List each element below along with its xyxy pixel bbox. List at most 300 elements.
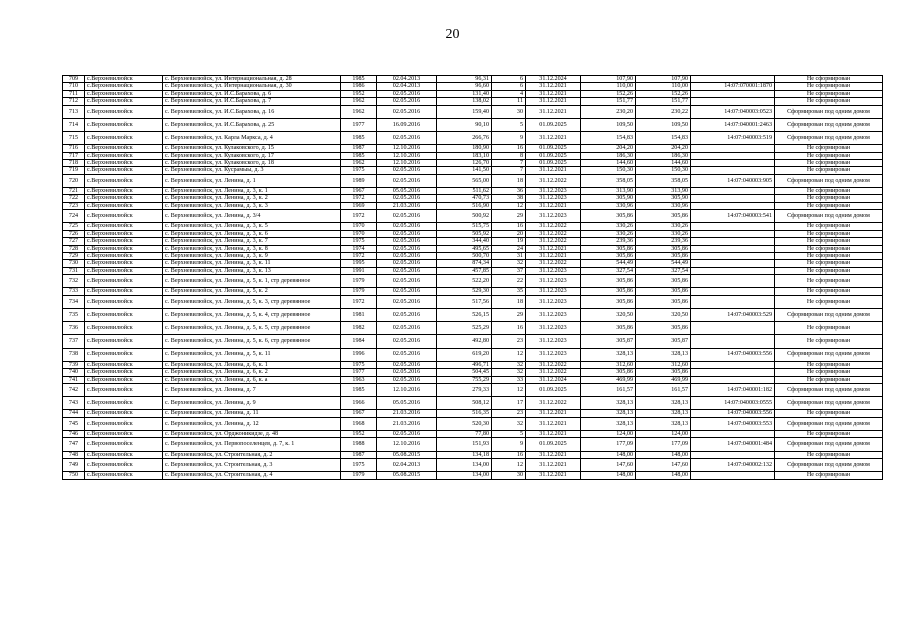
cost-total-cell: 110,00 bbox=[636, 83, 691, 90]
settlement-cell: с.Верхневилюйск bbox=[85, 361, 163, 368]
table-row bbox=[63, 76, 883, 83]
cost-total-cell: 239,36 bbox=[636, 238, 691, 245]
address-cell: с. Верхневилюйск, ул. Ленина, д. 9 bbox=[163, 397, 341, 410]
area-cell: 134,18 bbox=[437, 451, 492, 458]
inclusion-date-cell: 12.10.2016 bbox=[377, 384, 437, 397]
address-cell: с. Верхневилюйск, ул. Первопоселенцев, д. 7, к. 1 bbox=[163, 438, 341, 451]
land-status-cell: Не сформирован bbox=[775, 472, 883, 479]
repair-deadline-cell: 31.12.2022 bbox=[526, 174, 581, 187]
settlement-cell: с.Верхневилюйск bbox=[85, 335, 163, 348]
residents-cell: 20 bbox=[492, 230, 526, 237]
cadastral-number-cell: 14:07:040002:132 bbox=[691, 458, 775, 471]
cost-cell: 147,60 bbox=[581, 458, 636, 471]
repair-deadline-cell: 31.12.2022 bbox=[526, 260, 581, 267]
repair-deadline-cell: 31.12.2022 bbox=[526, 397, 581, 410]
land-status-cell: Не сформирован bbox=[775, 76, 883, 83]
inclusion-date-cell: 02.05.2016 bbox=[377, 430, 437, 437]
row-number-cell: 745 bbox=[63, 417, 85, 430]
land-status-cell: Не сформирован bbox=[775, 90, 883, 97]
land-status-cell: Сформирован под одним домом bbox=[775, 384, 883, 397]
inclusion-date-cell: 02.05.2016 bbox=[377, 369, 437, 376]
settlement-cell: с.Верхневилюйск bbox=[85, 76, 163, 83]
settlement-cell: с.Верхневилюйск bbox=[85, 223, 163, 230]
area-cell: 529,30 bbox=[437, 288, 492, 295]
repair-deadline-cell: 31.12.2021 bbox=[526, 167, 581, 174]
repair-deadline-cell: 31.12.2021 bbox=[526, 417, 581, 430]
build-year-cell: 1974 bbox=[341, 245, 377, 252]
cost-cell: 358,05 bbox=[581, 174, 636, 187]
residents-cell: 19 bbox=[492, 238, 526, 245]
cost-total-cell: 107,90 bbox=[636, 76, 691, 83]
cadastral-number-cell bbox=[691, 160, 775, 167]
address-cell: с. Верхневилюйск, ул. Ленина, д. 5, к. 1, стр деревянное bbox=[163, 275, 341, 288]
cadastral-number-cell bbox=[691, 245, 775, 252]
inclusion-date-cell: 05.08.2015 bbox=[377, 472, 437, 479]
land-status-cell: Не сформирован bbox=[775, 195, 883, 202]
cadastral-number-cell bbox=[691, 202, 775, 209]
land-status-cell: Не сформирован bbox=[775, 238, 883, 245]
settlement-cell: с.Верхневилюйск bbox=[85, 410, 163, 417]
address-cell: с. Верхневилюйск, ул. Ленина, д. 1 bbox=[163, 174, 341, 187]
repair-deadline-cell: 31.12.2021 bbox=[526, 90, 581, 97]
table-row bbox=[63, 238, 883, 245]
settlement-cell: с.Верхневилюйск bbox=[85, 202, 163, 209]
row-number-cell: 744 bbox=[63, 410, 85, 417]
table-row bbox=[63, 245, 883, 252]
land-status-cell: Не сформирован bbox=[775, 335, 883, 348]
table-row bbox=[63, 210, 883, 223]
area-cell: 180,90 bbox=[437, 145, 492, 152]
cost-total-cell: 330,96 bbox=[636, 202, 691, 209]
table-row bbox=[63, 260, 883, 267]
cadastral-number-cell bbox=[691, 275, 775, 288]
address-cell: с. Верхневилюйск, ул. Ленина, д. 5, к. 6, стр деревянное bbox=[163, 335, 341, 348]
settlement-cell: с.Верхневилюйск bbox=[85, 152, 163, 159]
cost-cell: 107,90 bbox=[581, 76, 636, 83]
land-status-cell: Не сформирован bbox=[775, 245, 883, 252]
address-cell: с. Верхневилюйск, ул. Ленина, д. 3, к. 13 bbox=[163, 267, 341, 274]
inclusion-date-cell: 02.05.2016 bbox=[377, 174, 437, 187]
cost-cell: 328,13 bbox=[581, 348, 636, 361]
repair-deadline-cell: 31.12.2021 bbox=[526, 410, 581, 417]
settlement-cell: с.Верхневилюйск bbox=[85, 253, 163, 260]
settlement-cell: с.Верхневилюйск bbox=[85, 195, 163, 202]
cost-total-cell: 305,86 bbox=[636, 288, 691, 295]
cadastral-number-cell bbox=[691, 322, 775, 335]
cost-total-cell: 305,86 bbox=[636, 369, 691, 376]
inclusion-date-cell: 16.09.2016 bbox=[377, 118, 437, 131]
residents-cell: 24 bbox=[492, 245, 526, 252]
row-number-cell: 719 bbox=[63, 167, 85, 174]
settlement-cell: с.Верхневилюйск bbox=[85, 260, 163, 267]
row-number-cell: 750 bbox=[63, 472, 85, 479]
area-cell: 500,92 bbox=[437, 210, 492, 223]
area-cell: 457,85 bbox=[437, 267, 492, 274]
cost-total-cell: 313,90 bbox=[636, 188, 691, 195]
row-number-cell: 731 bbox=[63, 267, 85, 274]
cost-total-cell: 144,60 bbox=[636, 160, 691, 167]
table-row bbox=[63, 430, 883, 437]
inclusion-date-cell: 02.05.2016 bbox=[377, 230, 437, 237]
cadastral-number-cell bbox=[691, 152, 775, 159]
repair-deadline-cell: 31.12.2021 bbox=[526, 458, 581, 471]
row-number-cell: 713 bbox=[63, 105, 85, 118]
repair-deadline-cell: 01.09.2025 bbox=[526, 384, 581, 397]
repair-deadline-cell: 31.12.2021 bbox=[526, 253, 581, 260]
settlement-cell: с.Верхневилюйск bbox=[85, 451, 163, 458]
table-row bbox=[63, 397, 883, 410]
area-cell: 522,20 bbox=[437, 275, 492, 288]
build-year-cell: 1952 bbox=[341, 90, 377, 97]
cost-cell: 124,00 bbox=[581, 430, 636, 437]
area-cell: 266,76 bbox=[437, 132, 492, 145]
row-number-cell: 730 bbox=[63, 260, 85, 267]
address-cell: с. Верхневилюйск, ул. Кулаковского, д. 15 bbox=[163, 145, 341, 152]
inclusion-date-cell: 02.05.2016 bbox=[377, 335, 437, 348]
build-year-cell: 1991 bbox=[341, 267, 377, 274]
land-status-cell: Сформирован под одним домом bbox=[775, 105, 883, 118]
land-status-cell: Не сформирован bbox=[775, 295, 883, 308]
cost-cell: 239,36 bbox=[581, 238, 636, 245]
table-row bbox=[63, 384, 883, 397]
cadastral-number-cell bbox=[691, 76, 775, 83]
row-number-cell: 746 bbox=[63, 430, 85, 437]
repair-deadline-cell: 01.09.2025 bbox=[526, 160, 581, 167]
area-cell: 520,30 bbox=[437, 417, 492, 430]
cost-cell: 328,13 bbox=[581, 397, 636, 410]
area-cell: 504,45 bbox=[437, 369, 492, 376]
address-cell: с. Верхневилюйск, ул. Ленина, д. 5, к. 11 bbox=[163, 348, 341, 361]
cost-cell: 305,86 bbox=[581, 288, 636, 295]
cost-total-cell: 148,00 bbox=[636, 451, 691, 458]
cadastral-number-cell bbox=[691, 145, 775, 152]
cadastral-number-cell bbox=[691, 260, 775, 267]
inclusion-date-cell: 02.05.2016 bbox=[377, 295, 437, 308]
row-number-cell: 727 bbox=[63, 238, 85, 245]
cost-total-cell: 327,54 bbox=[636, 267, 691, 274]
build-year-cell: 1979 bbox=[341, 472, 377, 479]
address-cell: с. Верхневилюйск, ул. Ленина, д. 3, к. 9 bbox=[163, 253, 341, 260]
table-row bbox=[63, 223, 883, 230]
settlement-cell: с.Верхневилюйск bbox=[85, 210, 163, 223]
land-status-cell: Не сформирован bbox=[775, 430, 883, 437]
row-number-cell: 716 bbox=[63, 145, 85, 152]
cost-total-cell: 320,50 bbox=[636, 309, 691, 322]
cost-cell: 305,86 bbox=[581, 322, 636, 335]
cost-cell: 330,96 bbox=[581, 202, 636, 209]
cadastral-number-cell: 14:07:040003:556 bbox=[691, 348, 775, 361]
inclusion-date-cell: 02.05.2016 bbox=[377, 309, 437, 322]
area-cell: 131,40 bbox=[437, 90, 492, 97]
build-year-cell: 1977 bbox=[341, 118, 377, 131]
cost-cell: 305,86 bbox=[581, 275, 636, 288]
cadastral-number-cell: 14:07:040003:0555 bbox=[691, 397, 775, 410]
build-year-cell: 1967 bbox=[341, 188, 377, 195]
build-year-cell: 1977 bbox=[341, 369, 377, 376]
residents-cell: 4 bbox=[492, 90, 526, 97]
row-number-cell: 739 bbox=[63, 361, 85, 368]
cost-total-cell: 150,30 bbox=[636, 167, 691, 174]
settlement-cell: с.Верхневилюйск bbox=[85, 267, 163, 274]
table-row bbox=[63, 295, 883, 308]
settlement-cell: с.Верхневилюйск bbox=[85, 348, 163, 361]
page-number: 20 bbox=[445, 27, 460, 42]
repair-deadline-cell: 01.09.2025 bbox=[526, 145, 581, 152]
repair-deadline-cell: 31.12.2021 bbox=[526, 472, 581, 479]
area-cell: 565,00 bbox=[437, 174, 492, 187]
area-cell: 516,90 bbox=[437, 202, 492, 209]
inclusion-date-cell: 02.05.2016 bbox=[377, 361, 437, 368]
address-cell: с. Верхневилюйск, ул. Ленина, д. 7 bbox=[163, 384, 341, 397]
cost-cell: 144,60 bbox=[581, 160, 636, 167]
residents-cell: 11 bbox=[492, 98, 526, 105]
area-cell: 500,70 bbox=[437, 253, 492, 260]
cost-total-cell: 328,13 bbox=[636, 417, 691, 430]
address-cell: с. Верхневилюйск, ул. Ленина, д. 3, к. 2 bbox=[163, 195, 341, 202]
inclusion-date-cell: 02.05.2016 bbox=[377, 223, 437, 230]
repair-deadline-cell: 31.12.2023 bbox=[526, 322, 581, 335]
area-cell: 134,00 bbox=[437, 472, 492, 479]
inclusion-date-cell: 02.05.2016 bbox=[377, 105, 437, 118]
build-year-cell: 1975 bbox=[341, 361, 377, 368]
cost-total-cell: 147,60 bbox=[636, 458, 691, 471]
table-row bbox=[63, 361, 883, 368]
cost-cell: 230,20 bbox=[581, 105, 636, 118]
area-cell: 495,65 bbox=[437, 245, 492, 252]
table-row bbox=[63, 90, 883, 97]
area-cell: 516,35 bbox=[437, 410, 492, 417]
residents-cell: 23 bbox=[492, 410, 526, 417]
table-row bbox=[63, 160, 883, 167]
cost-total-cell: 305,86 bbox=[636, 295, 691, 308]
row-number-cell: 715 bbox=[63, 132, 85, 145]
inclusion-date-cell: 21.03.2016 bbox=[377, 202, 437, 209]
area-cell: 141,50 bbox=[437, 167, 492, 174]
row-number-cell: 737 bbox=[63, 335, 85, 348]
inclusion-date-cell: 05.05.2016 bbox=[377, 397, 437, 410]
address-cell: с. Верхневилюйск, ул. Ленина, д. 5, к. 3, стр деревянное bbox=[163, 295, 341, 308]
settlement-cell: с.Верхневилюйск bbox=[85, 472, 163, 479]
address-cell: с. Верхневилюйск, ул. Строительная, д. 4 bbox=[163, 472, 341, 479]
cadastral-number-cell bbox=[691, 430, 775, 437]
build-year-cell: 1989 bbox=[341, 174, 377, 187]
residents-cell: 33 bbox=[492, 376, 526, 383]
area-cell: 279,33 bbox=[437, 384, 492, 397]
settlement-cell: с.Верхневилюйск bbox=[85, 132, 163, 145]
cost-total-cell: 177,09 bbox=[636, 438, 691, 451]
cadastral-number-cell bbox=[691, 238, 775, 245]
residents-cell: 38 bbox=[492, 195, 526, 202]
settlement-cell: с.Верхневилюйск bbox=[85, 376, 163, 383]
repair-deadline-cell: 31.12.2023 bbox=[526, 210, 581, 223]
housing-register-table bbox=[62, 75, 883, 480]
build-year-cell: 1982 bbox=[341, 322, 377, 335]
repair-deadline-cell: 31.12.2024 bbox=[526, 76, 581, 83]
land-status-cell: Не сформирован bbox=[775, 167, 883, 174]
land-status-cell: Сформирован под одним домом bbox=[775, 309, 883, 322]
area-cell: 96,60 bbox=[437, 83, 492, 90]
cadastral-number-cell bbox=[691, 295, 775, 308]
settlement-cell: с.Верхневилюйск bbox=[85, 458, 163, 471]
table-row bbox=[63, 202, 883, 209]
residents-cell: 16 bbox=[492, 322, 526, 335]
cadastral-number-cell bbox=[691, 98, 775, 105]
row-number-cell: 741 bbox=[63, 376, 85, 383]
residents-cell: 32 bbox=[492, 369, 526, 376]
build-year-cell: 1985 bbox=[341, 132, 377, 145]
inclusion-date-cell: 02.05.2016 bbox=[377, 275, 437, 288]
row-number-cell: 733 bbox=[63, 288, 85, 295]
inclusion-date-cell: 02.05.2016 bbox=[377, 210, 437, 223]
cost-total-cell: 124,00 bbox=[636, 430, 691, 437]
cost-total-cell: 186,30 bbox=[636, 152, 691, 159]
cost-total-cell: 328,13 bbox=[636, 397, 691, 410]
row-number-cell: 732 bbox=[63, 275, 85, 288]
cost-cell: 328,13 bbox=[581, 417, 636, 430]
cadastral-number-cell bbox=[691, 90, 775, 97]
table-row bbox=[63, 309, 883, 322]
cost-total-cell: 330,26 bbox=[636, 230, 691, 237]
row-number-cell: 740 bbox=[63, 369, 85, 376]
build-year-cell: 1952 bbox=[341, 430, 377, 437]
table-row bbox=[63, 451, 883, 458]
repair-deadline-cell: 31.12.2021 bbox=[526, 105, 581, 118]
land-status-cell: Не сформирован bbox=[775, 369, 883, 376]
address-cell: с. Верхневилюйск, ул. Ленина, д. 6, к. а bbox=[163, 376, 341, 383]
land-status-cell: Сформирован под одним домом bbox=[775, 348, 883, 361]
cadastral-number-cell bbox=[691, 223, 775, 230]
build-year-cell: 1988 bbox=[341, 438, 377, 451]
land-status-cell: Не сформирован bbox=[775, 361, 883, 368]
cost-cell: 186,30 bbox=[581, 152, 636, 159]
cost-cell: 305,86 bbox=[581, 295, 636, 308]
table-row bbox=[63, 83, 883, 90]
table-row bbox=[63, 369, 883, 376]
table-row bbox=[63, 288, 883, 295]
table-row bbox=[63, 335, 883, 348]
build-year-cell: 1987 bbox=[341, 451, 377, 458]
cost-cell: 330,26 bbox=[581, 223, 636, 230]
cost-cell: 148,00 bbox=[581, 472, 636, 479]
settlement-cell: с.Верхневилюйск bbox=[85, 430, 163, 437]
address-cell: с. Верхневилюйск, ул. Кусрамыы, д. 3 bbox=[163, 167, 341, 174]
row-number-cell: 723 bbox=[63, 202, 85, 209]
row-number-cell: 729 bbox=[63, 253, 85, 260]
residents-cell: 32 bbox=[492, 260, 526, 267]
address-cell: с. Верхневилюйск, ул. Ленина, д. 5, к. 5, стр деревянное bbox=[163, 322, 341, 335]
row-number-cell: 726 bbox=[63, 230, 85, 237]
land-status-cell: Не сформирован bbox=[775, 98, 883, 105]
settlement-cell: с.Верхневилюйск bbox=[85, 230, 163, 237]
area-cell: 505,92 bbox=[437, 230, 492, 237]
cost-total-cell: 148,00 bbox=[636, 472, 691, 479]
build-year-cell: 1970 bbox=[341, 223, 377, 230]
area-cell: 619,20 bbox=[437, 348, 492, 361]
residents-cell: 16 bbox=[492, 145, 526, 152]
area-cell: 526,15 bbox=[437, 309, 492, 322]
residents-cell: 29 bbox=[492, 309, 526, 322]
land-status-cell: Сформирован под одним домом bbox=[775, 132, 883, 145]
build-year-cell: 1985 bbox=[341, 76, 377, 83]
cost-cell: 152,26 bbox=[581, 90, 636, 97]
cadastral-number-cell bbox=[691, 288, 775, 295]
cadastral-number-cell bbox=[691, 472, 775, 479]
land-status-cell: Не сформирован bbox=[775, 145, 883, 152]
build-year-cell: 1972 bbox=[341, 295, 377, 308]
inclusion-date-cell: 02.05.2016 bbox=[377, 267, 437, 274]
inclusion-date-cell: 05.08.2015 bbox=[377, 451, 437, 458]
build-year-cell: 1967 bbox=[341, 410, 377, 417]
address-cell: с. Верхневилюйск, ул. Ленина, д. 11 bbox=[163, 410, 341, 417]
cost-cell: 469,99 bbox=[581, 376, 636, 383]
row-number-cell: 735 bbox=[63, 309, 85, 322]
table-row bbox=[63, 348, 883, 361]
land-status-cell: Сформирован под одним домом bbox=[775, 210, 883, 223]
build-year-cell: 1969 bbox=[341, 202, 377, 209]
residents-cell: 23 bbox=[492, 335, 526, 348]
address-cell: с. Верхневилюйск, ул. Ленина, д. 3/4 bbox=[163, 210, 341, 223]
area-cell: 508,12 bbox=[437, 397, 492, 410]
cost-total-cell: 305,86 bbox=[636, 275, 691, 288]
land-status-cell: Не сформирован bbox=[775, 451, 883, 458]
row-number-cell: 720 bbox=[63, 174, 85, 187]
cost-cell: 313,90 bbox=[581, 188, 636, 195]
address-cell: с. Верхневилюйск, ул. И.С.Барахова, д. 16 bbox=[163, 105, 341, 118]
table-row bbox=[63, 118, 883, 131]
cost-total-cell: 328,13 bbox=[636, 410, 691, 417]
address-cell: с. Верхневилюйск, ул. Ленина, д. 3, к. 8 bbox=[163, 245, 341, 252]
residents-cell: 18 bbox=[492, 174, 526, 187]
cost-total-cell: 152,26 bbox=[636, 90, 691, 97]
row-number-cell: 722 bbox=[63, 195, 85, 202]
inclusion-date-cell: 12.10.2016 bbox=[377, 145, 437, 152]
inclusion-date-cell: 02.05.2016 bbox=[377, 288, 437, 295]
settlement-cell: с.Верхневилюйск bbox=[85, 238, 163, 245]
row-number-cell: 742 bbox=[63, 384, 85, 397]
cost-cell: 161,57 bbox=[581, 384, 636, 397]
inclusion-date-cell: 02.05.2016 bbox=[377, 322, 437, 335]
cadastral-number-cell: 14:07:040001:2463 bbox=[691, 118, 775, 131]
table-row bbox=[63, 417, 883, 430]
address-cell: с. Верхневилюйск, ул. Ленина, д. 5, к. 2 bbox=[163, 288, 341, 295]
settlement-cell: с.Верхневилюйск bbox=[85, 90, 163, 97]
repair-deadline-cell: 31.12.2023 bbox=[526, 188, 581, 195]
table-row bbox=[63, 253, 883, 260]
area-cell: 517,56 bbox=[437, 295, 492, 308]
build-year-cell: 1962 bbox=[341, 105, 377, 118]
area-cell: 126,70 bbox=[437, 160, 492, 167]
cost-cell: 328,13 bbox=[581, 410, 636, 417]
cadastral-number-cell bbox=[691, 376, 775, 383]
cost-cell: 148,00 bbox=[581, 451, 636, 458]
residents-cell: 12 bbox=[492, 348, 526, 361]
land-status-cell: Не сформирован bbox=[775, 152, 883, 159]
residents-cell: 22 bbox=[492, 275, 526, 288]
residents-cell: 32 bbox=[492, 361, 526, 368]
repair-deadline-cell: 31.12.2021 bbox=[526, 202, 581, 209]
cost-cell: 305,86 bbox=[581, 245, 636, 252]
table-row bbox=[63, 145, 883, 152]
table-row bbox=[63, 438, 883, 451]
cadastral-number-cell: 14:07:040003:519 bbox=[691, 132, 775, 145]
address-cell: с. Верхневилюйск, ул. Интернациональная, д. 28 bbox=[163, 76, 341, 83]
cost-cell: 110,00 bbox=[581, 83, 636, 90]
inclusion-date-cell: 02.05.2016 bbox=[377, 132, 437, 145]
cadastral-number-cell: 14:07:070001:1870 bbox=[691, 83, 775, 90]
repair-deadline-cell: 31.12.2021 bbox=[526, 132, 581, 145]
settlement-cell: с.Верхневилюйск bbox=[85, 145, 163, 152]
repair-deadline-cell: 31.12.2023 bbox=[526, 275, 581, 288]
